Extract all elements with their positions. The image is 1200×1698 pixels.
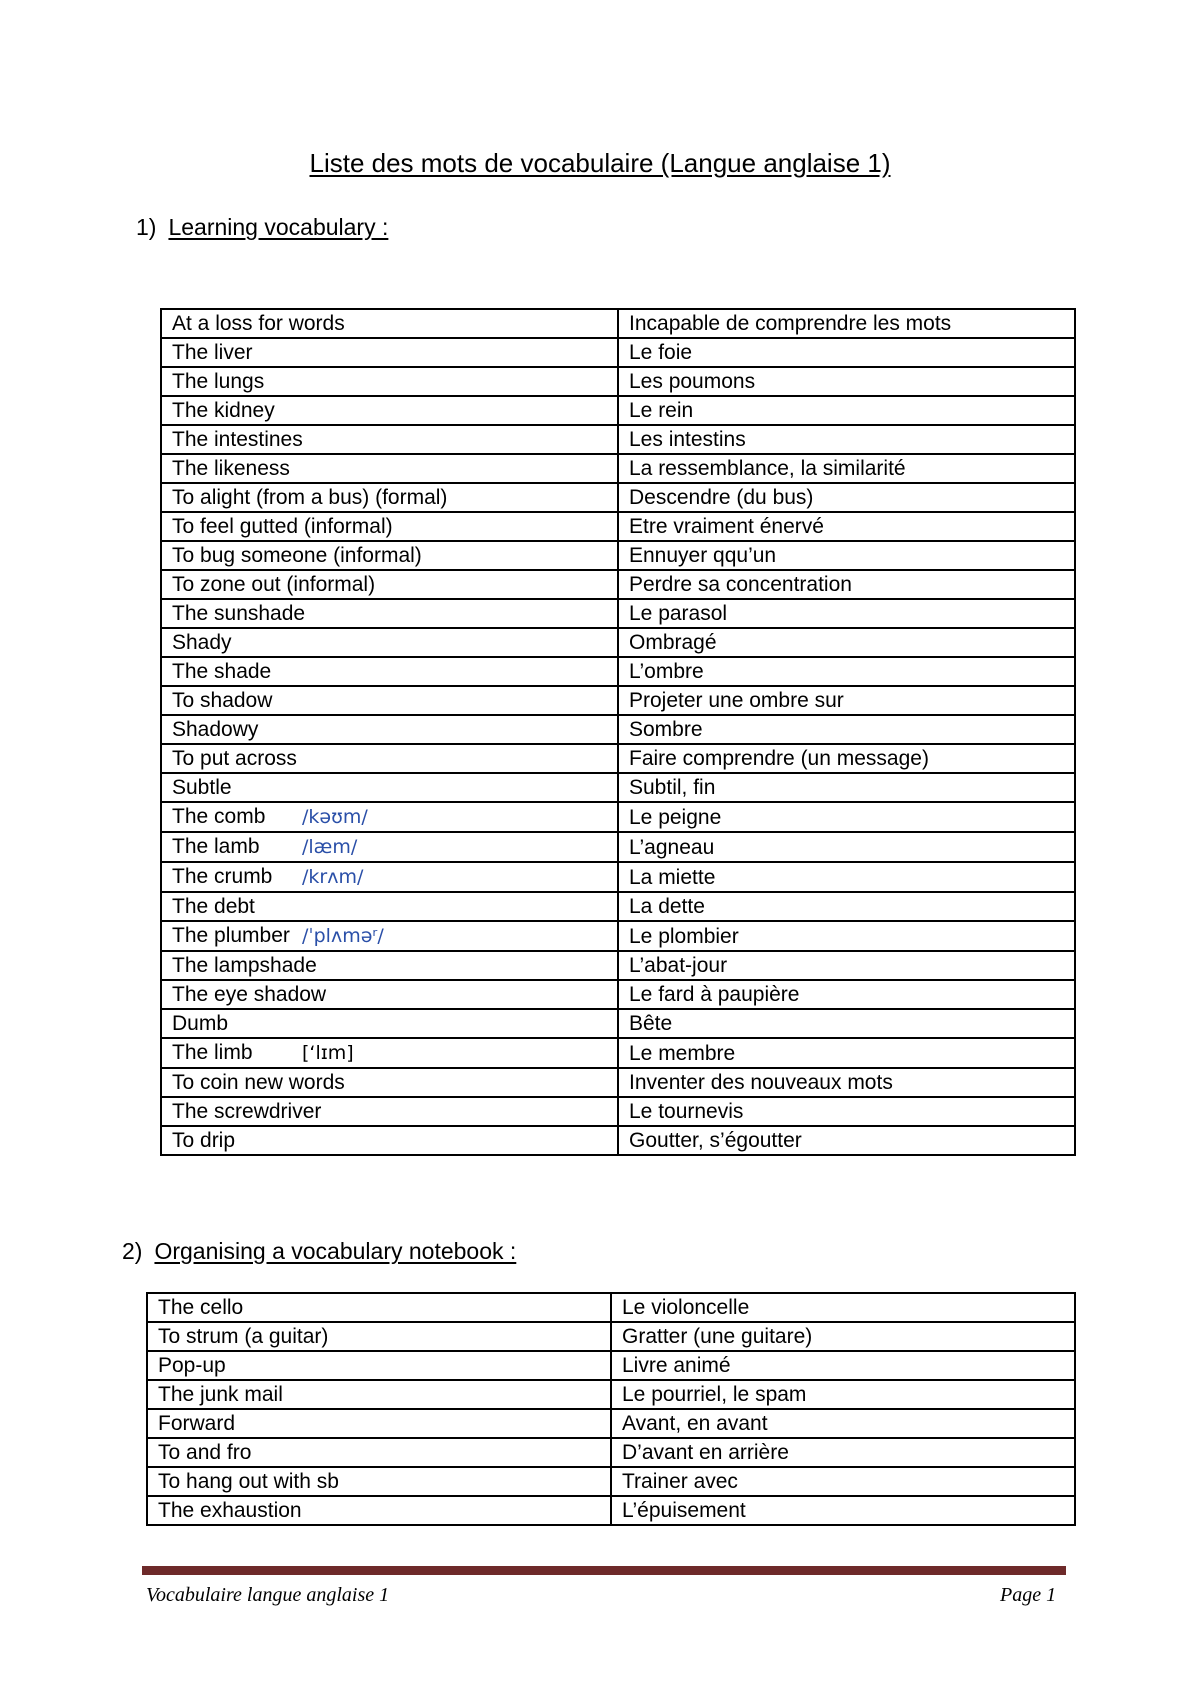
table-row [161,1068,1075,1097]
english-term: At a loss for words [172,312,345,335]
french-translation: Ennuyer qqu’un [618,541,1075,570]
french-translation: Perdre sa concentration [618,570,1075,599]
french-translation: Inventer des nouveaux mots [618,1068,1075,1097]
english-term-cell [161,512,618,541]
english-term-cell [161,802,618,832]
english-term-cell [147,1322,611,1351]
english-term-cell [161,1097,618,1126]
table-row [161,921,1075,951]
english-term: To shadow [172,689,273,712]
english-term-cell [147,1438,611,1467]
english-term: To coin new words [172,1071,345,1094]
english-term-cell [161,921,618,951]
french-translation: Le peigne [618,802,1075,832]
table-row [161,951,1075,980]
english-term-cell [161,367,618,396]
french-translation: Goutter, s’égoutter [618,1126,1075,1155]
table-row [161,773,1075,802]
english-term-cell [161,338,618,367]
section-heading-text: Organising a vocabulary notebook : [154,1238,517,1264]
page-title: Liste des mots de vocabulaire (Langue anglaise 1) [309,148,891,178]
table-row [161,1126,1075,1155]
english-term-cell [161,1068,618,1097]
english-term: The comb [172,805,266,828]
english-term-cell [161,396,618,425]
english-term: To and fro [158,1441,252,1464]
table-row [161,454,1075,483]
english-term: The limb [172,1041,253,1064]
table-row [161,1009,1075,1038]
english-term-cell [161,599,618,628]
table-row [161,744,1075,773]
table-row [161,483,1075,512]
english-term: The junk mail [158,1383,283,1406]
french-translation: Gratter (une guitare) [611,1322,1075,1351]
table-row [147,1467,1075,1496]
table-row [161,338,1075,367]
table-row [147,1496,1075,1525]
french-translation: Avant, en avant [611,1409,1075,1438]
french-translation: Etre vraiment énervé [618,512,1075,541]
english-term: The lampshade [172,954,317,977]
english-term: Pop-up [158,1354,226,1377]
english-term: To strum (a guitar) [158,1325,329,1348]
french-translation: Sombre [618,715,1075,744]
table-row [161,657,1075,686]
french-translation: L’épuisement [611,1496,1075,1525]
table-row [161,980,1075,1009]
english-term: The eye shadow [172,983,327,1006]
table-row [161,802,1075,832]
section-heading-text: Learning vocabulary : [168,214,389,240]
english-term: The likeness [172,457,290,480]
english-term: To zone out (informal) [172,573,376,596]
english-term: The liver [172,341,253,364]
english-term: The intestines [172,428,303,451]
table-row [161,367,1075,396]
french-translation: Le tournevis [618,1097,1075,1126]
phonetic-transcription: /ˈplʌməʳ/ [302,925,384,947]
english-term: To hang out with sb [158,1470,339,1493]
section-heading-learning [136,214,388,241]
french-translation: Livre animé [611,1351,1075,1380]
english-term: To alight (from a bus) (formal) [172,486,448,509]
french-translation: Le violoncelle [611,1293,1075,1322]
table-row [161,512,1075,541]
english-term-cell [161,1009,618,1038]
table-row [147,1380,1075,1409]
table-row [161,686,1075,715]
english-term: Forward [158,1412,236,1435]
table-row [161,570,1075,599]
english-term-cell [161,309,618,338]
english-term: The exhaustion [158,1499,302,1522]
english-term: The crumb [172,865,273,888]
french-translation: Faire comprendre (un message) [618,744,1075,773]
french-translation: Le rein [618,396,1075,425]
phonetic-transcription: [‘lɪm] [302,1042,354,1064]
english-term: The cello [158,1296,244,1319]
english-term: The debt [172,895,255,918]
french-translation: Trainer avec [611,1467,1075,1496]
english-term-cell [161,628,618,657]
french-translation: Les poumons [618,367,1075,396]
french-translation: Le plombier [618,921,1075,951]
english-term: The sunshade [172,602,306,625]
english-term: To put across [172,747,297,770]
section-heading-notebook [122,1238,516,1265]
english-term-cell [161,715,618,744]
english-term: Shady [172,631,232,654]
french-translation: L’abat-jour [618,951,1075,980]
table-row [147,1409,1075,1438]
english-term: To bug someone (informal) [172,544,422,567]
english-term: Shadowy [172,718,259,741]
english-term-cell [147,1293,611,1322]
english-term: The kidney [172,399,275,422]
english-term-cell [161,951,618,980]
english-term-cell [161,1126,618,1155]
english-term-cell [161,773,618,802]
french-translation: L’ombre [618,657,1075,686]
french-translation: La dette [618,892,1075,921]
french-translation: Les intestins [618,425,1075,454]
english-term: The lamb [172,835,260,858]
french-translation: La miette [618,862,1075,892]
english-term-cell [147,1409,611,1438]
table-row [161,832,1075,862]
table-row [147,1438,1075,1467]
english-term-cell [161,1038,618,1068]
english-term-cell [161,425,618,454]
french-translation: La ressemblance, la similarité [618,454,1075,483]
section-number: 1) [136,214,157,240]
footer-document-title: Vocabulaire langue anglaise 1 [146,1584,390,1606]
english-term-cell [147,1496,611,1525]
table-row [147,1322,1075,1351]
phonetic-transcription: /kəʊm/ [302,806,368,828]
table-row [161,892,1075,921]
section-number: 2) [122,1238,143,1264]
english-term-cell [161,541,618,570]
english-term-cell [161,570,618,599]
french-translation: Le parasol [618,599,1075,628]
english-term: Subtle [172,776,232,799]
french-translation: Descendre (du bus) [618,483,1075,512]
english-term-cell [161,454,618,483]
table-row [147,1351,1075,1380]
table-row [161,396,1075,425]
english-term-cell [161,657,618,686]
table-row [161,1038,1075,1068]
french-translation: Subtil, fin [618,773,1075,802]
english-term-cell [147,1467,611,1496]
table-row [161,1097,1075,1126]
table-row [161,599,1075,628]
table-row [161,628,1075,657]
table-row [147,1293,1075,1322]
table-row [161,425,1075,454]
french-translation: Incapable de comprendre les mots [618,309,1075,338]
french-translation: Ombragé [618,628,1075,657]
french-translation: Le foie [618,338,1075,367]
english-term-cell [161,862,618,892]
english-term-cell [161,892,618,921]
french-translation: Bête [618,1009,1075,1038]
english-term-cell [147,1380,611,1409]
english-term-cell [147,1351,611,1380]
footer-page-number: Page 1 [1000,1584,1057,1606]
english-term-cell [161,686,618,715]
french-translation: Le fard à paupière [618,980,1075,1009]
vocabulary-table-learning [160,308,1076,1156]
english-term: The screwdriver [172,1100,322,1123]
english-term-cell [161,980,618,1009]
table-row [161,715,1075,744]
phonetic-transcription: /krʌm/ [302,866,364,888]
english-term: The shade [172,660,272,683]
french-translation: Le pourriel, le spam [611,1380,1075,1409]
english-term: To drip [172,1129,236,1152]
english-term: The lungs [172,370,265,393]
table-row [161,541,1075,570]
french-translation: D’avant en arrière [611,1438,1075,1467]
table-row [161,862,1075,892]
english-term-cell [161,483,618,512]
table-row [161,309,1075,338]
english-term: The plumber [172,924,290,947]
english-term-cell [161,832,618,862]
french-translation: Projeter une ombre sur [618,686,1075,715]
english-term: To feel gutted (informal) [172,515,393,538]
footer-divider [142,1566,1066,1575]
french-translation: L’agneau [618,832,1075,862]
phonetic-transcription: /læm/ [302,836,358,858]
french-translation: Le membre [618,1038,1075,1068]
english-term-cell [161,744,618,773]
vocabulary-table-notebook [146,1292,1076,1526]
english-term: Dumb [172,1012,229,1035]
